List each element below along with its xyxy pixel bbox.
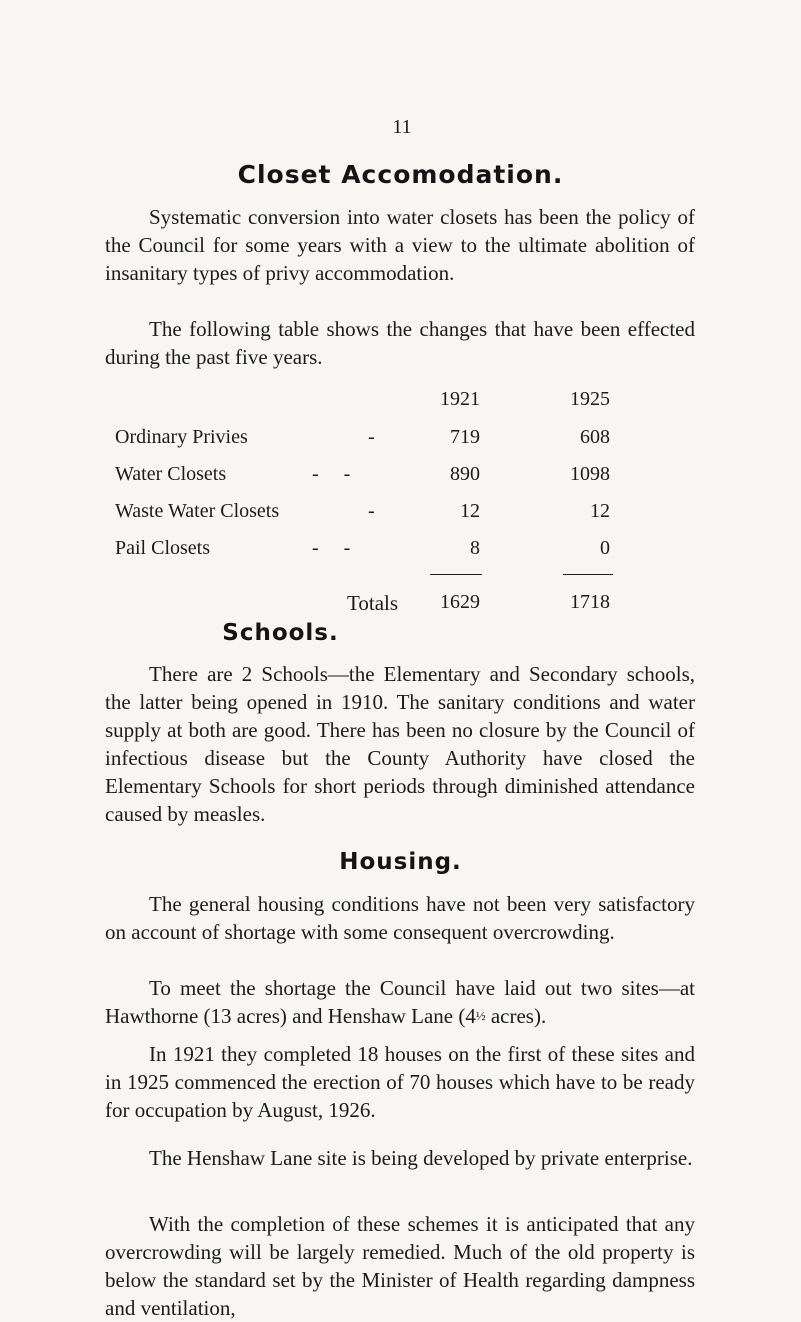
row-value-1921: 719	[450, 426, 480, 448]
closet-paragraph-1: Systematic conversion into water closets has been the policy of the Council for some years with a view to the ultimate abolition of insanitary types of privy accommodation.	[105, 205, 695, 285]
totals-value-1925: 1718	[570, 591, 610, 613]
row-value-1921: 8	[470, 537, 480, 559]
row-value-1925: 0	[600, 537, 610, 559]
closet-paragraph-2: The following table shows the changes that have been effected during the past five years.	[105, 317, 695, 369]
housing-paragraph-3: In 1921 they completed 18 houses on the first of these sites and in 1925 commenced the erection of 70 houses which have to be ready for occupation by August, 1926.	[105, 1042, 695, 1122]
row-label: Water Closets	[115, 463, 227, 485]
row-value-1921: 12	[460, 500, 480, 522]
row-value-1921: 890	[450, 463, 480, 485]
housing-paragraph-4: The Henshaw Lane site is being developed by private enterprise.	[149, 1146, 693, 1170]
sum-rule-1921	[430, 574, 482, 575]
totals-label: Totals	[347, 591, 399, 615]
housing-paragraph-2-end: acres).	[485, 1004, 547, 1028]
totals-value-1921: 1629	[440, 591, 480, 613]
half-fraction: ½	[475, 1008, 486, 1023]
row-dashes: -	[368, 500, 375, 522]
row-dashes: - -	[312, 537, 351, 559]
schools-paragraph: There are 2 Schools—the Elementary and Secondary schools, the latter being opened in 1910. The sanitary conditions and water supply at both are good. There has been no closure by the Council of infectious disease but the County Authority have closed the Elementary Schools for short periods through diminished attendance caused by measles.	[105, 662, 695, 826]
row-label: Pail Closets	[115, 537, 211, 559]
row-value-1925: 608	[580, 426, 610, 448]
closet-heading: Closet Accomodation.	[237, 160, 564, 189]
sum-rule-1925	[563, 574, 613, 575]
row-value-1925: 12	[590, 500, 610, 522]
column-header-1925: 1925	[570, 388, 610, 410]
column-header-1921: 1921	[440, 388, 480, 410]
housing-paragraph-2	[105, 974, 695, 1030]
page-number: 11	[392, 116, 412, 138]
row-dashes: - -	[312, 463, 351, 485]
row-value-1925: 1098	[570, 463, 610, 485]
schools-heading: Schools.	[222, 620, 339, 646]
row-label: Ordinary Privies	[115, 426, 248, 448]
housing-paragraph-1: The general housing conditions have not been very satisfactory on account of shortage with some consequent overcrowding.	[105, 892, 695, 944]
housing-heading: Housing.	[339, 849, 462, 875]
housing-paragraph-2-text: To meet the shortage the Council have laid out two sites—at Hawthorne (13 acres) and Henshaw Lane (4	[105, 976, 695, 1028]
housing-paragraph-5: With the completion of these schemes it is anticipated that any overcrowding will be largely remedied. Much of the old property is below the standard set by the Minister of Health regarding dampness and ventilation,	[105, 1212, 695, 1320]
row-dashes: -	[368, 426, 375, 448]
row-label: Waste Water Closets	[115, 500, 280, 522]
